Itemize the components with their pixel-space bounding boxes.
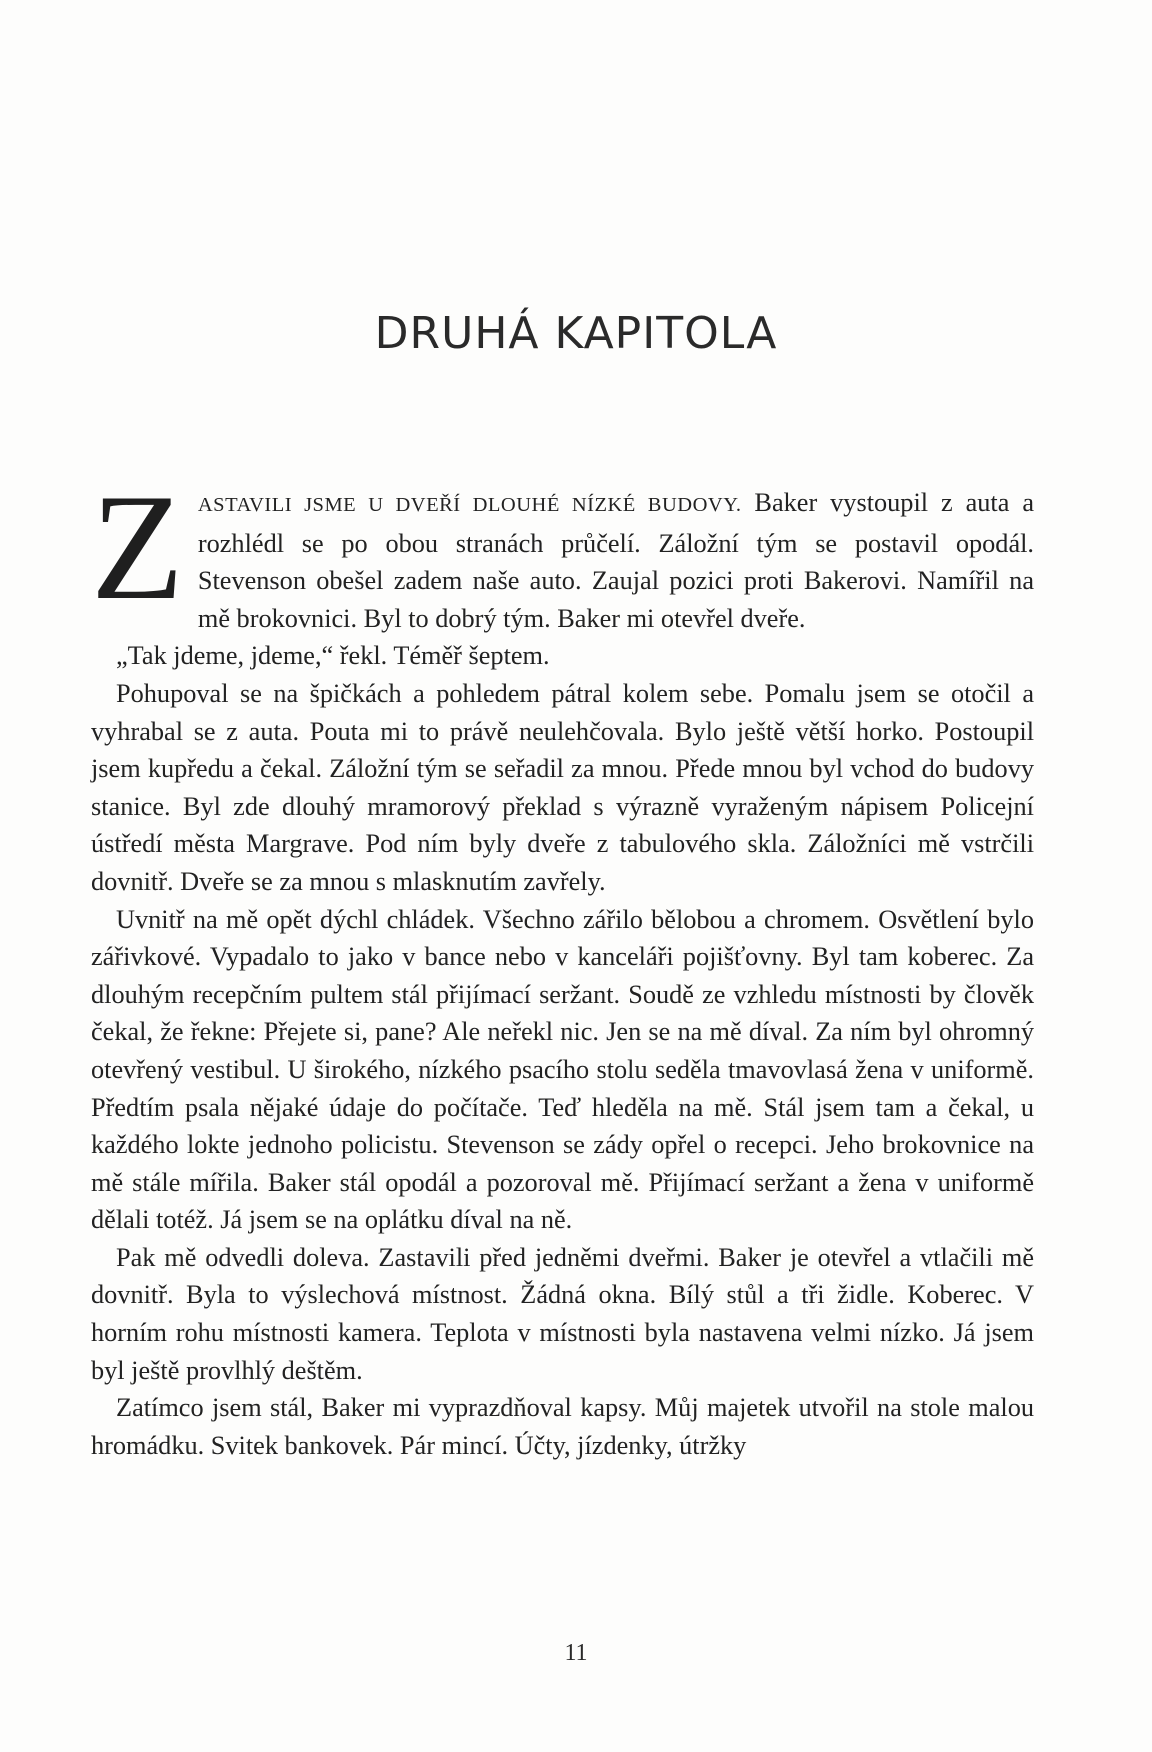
opening-smallcaps: ASTAVILI JSME U DVEŘÍ DLOUHÉ NÍZKÉ BUDOVY. <box>197 494 742 516</box>
paragraph: Pak mě odvedli doleva. Zastavili před jedněmi dveřmi. Baker je otevřel a vtlačili mě dovnitř. Byla to výslechová místnost. Žádná okna. Bílý stůl a tři židle. Koberec. V horním rohu místnosti kamera. Teplota v místnosti byla nastavena velmi nízko. Já jsem byl ještě provlhlý deštěm. <box>91 1242 1034 1385</box>
chapter-body <box>91 463 1035 1464</box>
chapter-title: DRUHÁ KAPITOLA <box>374 308 778 359</box>
opening-paragraph <box>91 463 1035 637</box>
paragraph: Pohupoval se na špičkách a pohledem pátral kolem sebe. Pomalu jsem se otočil a vyhrabal se z auta. Pouta mi to právě neulehčovala. Bylo ještě větší horko. Postoupil jsem kupředu a čekal. Záložní tým se seřadil za mnou. Přede mnou byl vchod do budovy stanice. Byl zde dlouhý mramorový překlad s výrazně vyraženým nápisem Policejní ústředí města Margrave. Pod ním byly dveře z tabulového skla. Záložníci mě vstrčili dovnitř. Dveře se za mnou s mlasknutím zavřely. <box>91 678 1034 896</box>
drop-cap: Z <box>91 463 184 631</box>
page-number: 11 <box>564 1640 588 1666</box>
paragraph: „Tak jdeme, jdeme,“ řekl. Téměř šeptem. <box>116 641 550 671</box>
paragraph: Zatímco jsem stál, Baker mi vyprazdňoval kapsy. Můj majetek utvořil na stole malou hromádku. Svitek bankovek. Pár mincí. Účty, jízdenky, útržky <box>91 1393 1034 1460</box>
paragraph: Uvnitř na mě opět dýchl chládek. Všechno zářilo bělobou a chromem. Osvětlení bylo zářivkové. Vypadalo to jako v bance nebo v kanceláři pojišťovny. Byl tam koberec. Za dlouhým recepčním pultem stál přijímací seržant. Soudě ze vzhledu místnosti by člověk čekal, že řekne: Přejete si, pane? Ale neřekl nic. Jen se na mě díval. Za ním byl ohromný otevřený vestibul. U širokého, nízkého psacího stolu seděla tmavovlasá žena v uniformě. Předtím psala nějaké údaje do počítače. Teď hleděla na mě. Stál jsem tam a čekal, u každého lokte jednoho policistu. Stevenson se zády opřel o recepci. Jeho brokovnice na mě stále mířila. Baker stál opodál a pozoroval mě. Přijímací seržant a žena v uniformě dělali totéž. Já jsem se na oplátku díval na ně. <box>91 904 1034 1235</box>
opening-text: Baker vystoupil z auta a rozhlédl se po obou stranách průčelí. Záložní tým se postavil opodál. Stevenson obešel zadem naše auto. Zaujal pozici proti Bakerovi. Namířil na mě brokovnici. Byl to dobrý tým. Baker mi otevřel dveře. <box>197 488 1035 633</box>
